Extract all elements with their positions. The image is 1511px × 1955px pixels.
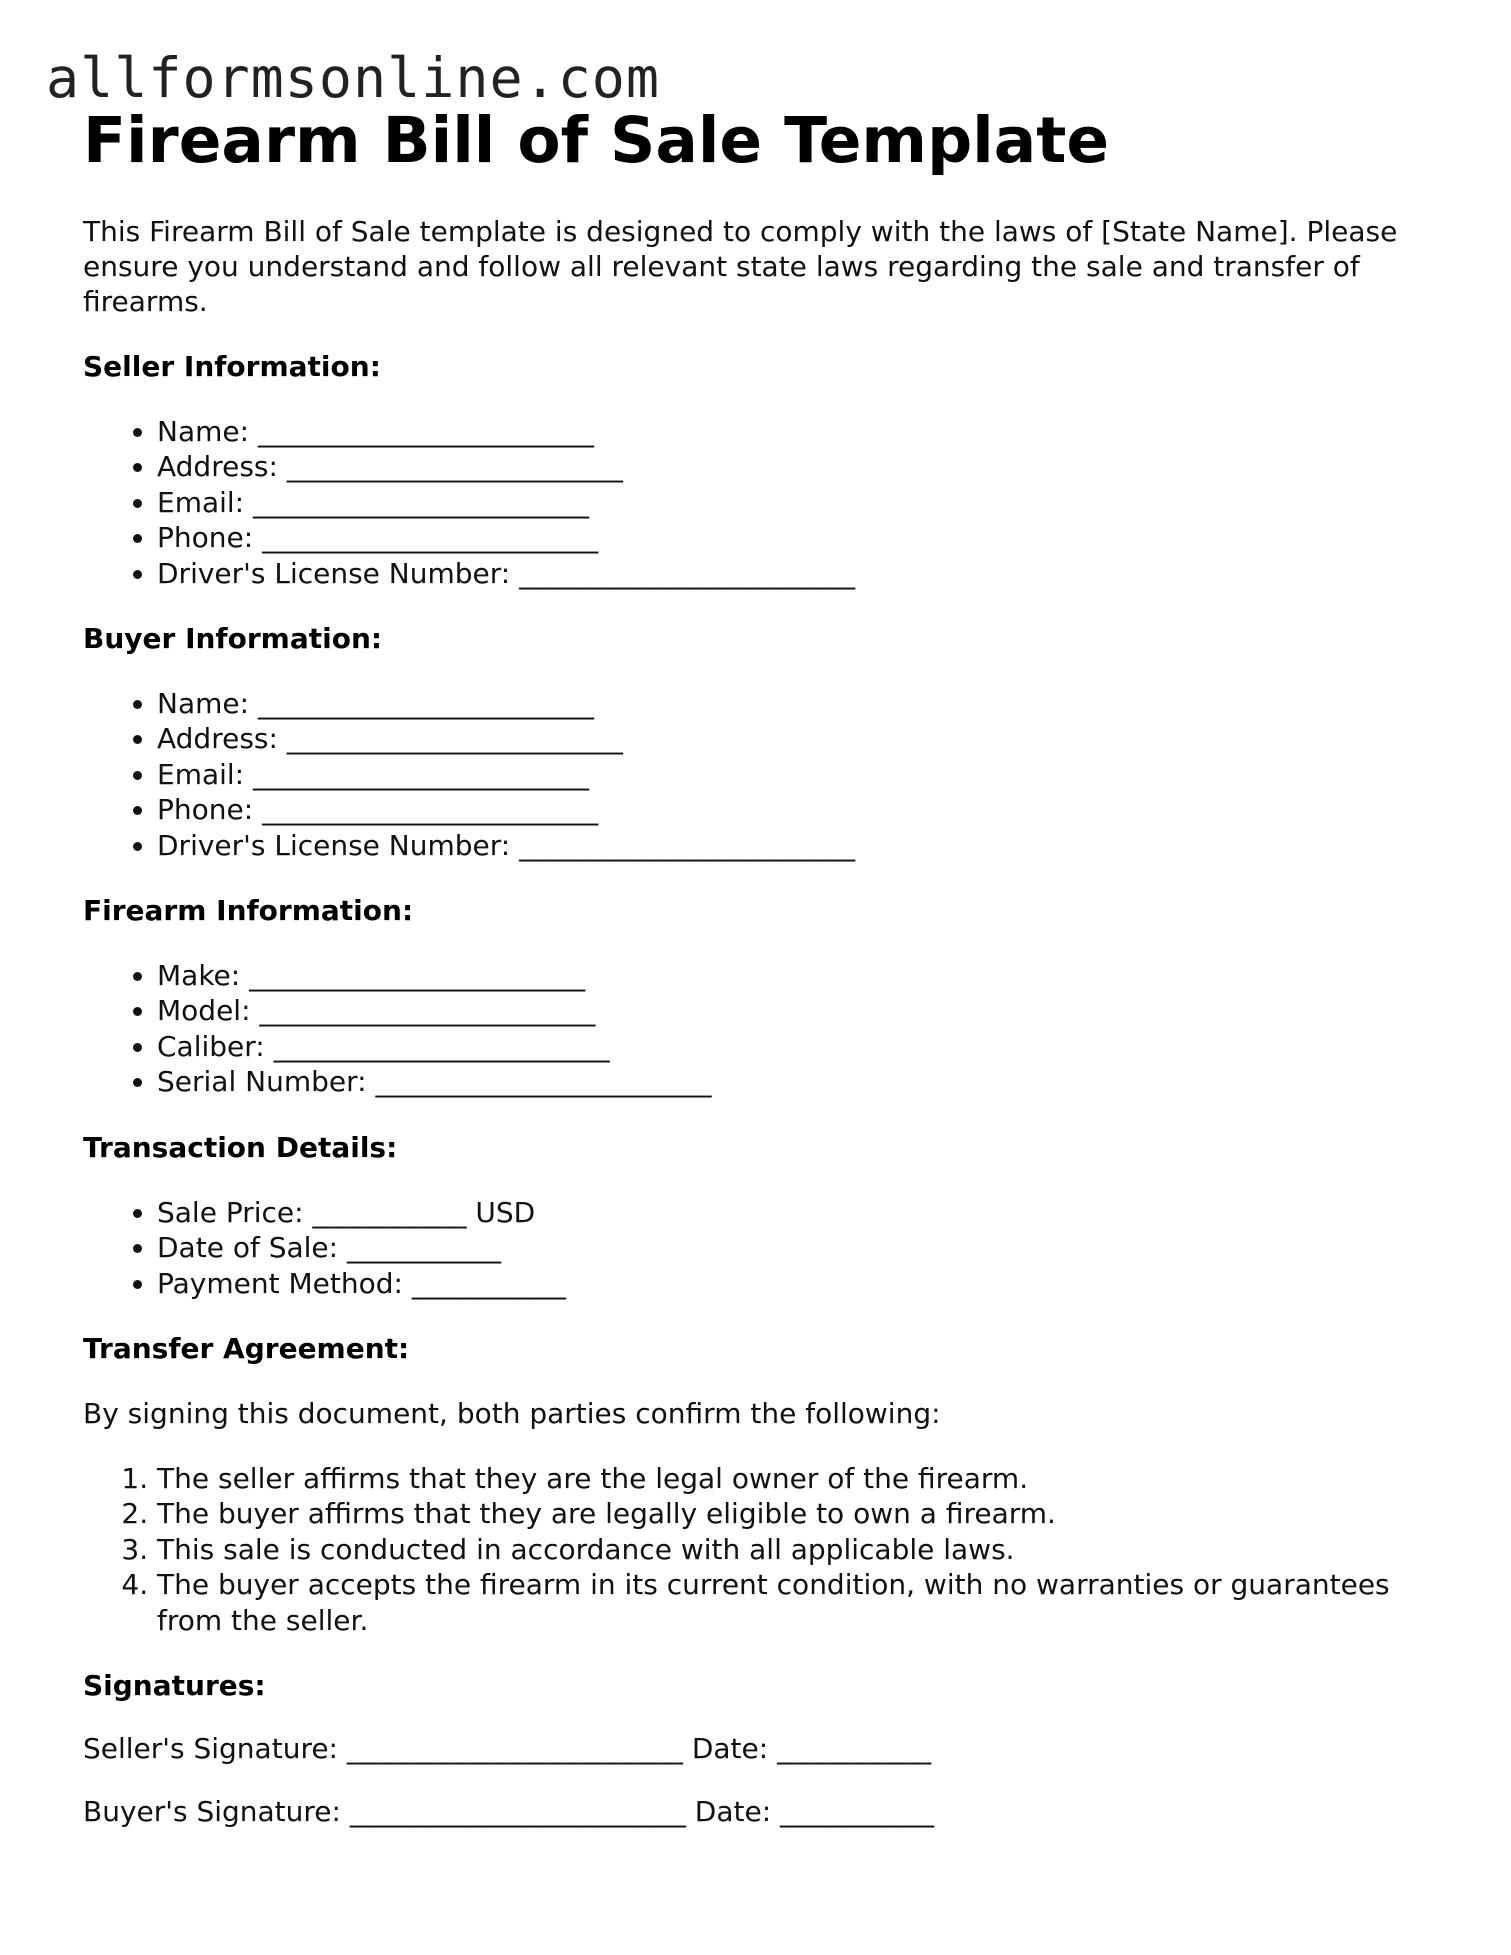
fill-blank[interactable]: ___________ [347, 1231, 501, 1265]
agreement-item: 3. This sale is conducted in accordance with all applicable laws. [157, 1532, 1423, 1567]
buyer-name-field[interactable]: • Name: ________________________ [157, 686, 1423, 721]
agreement-item: 4. The buyer accepts the firearm in its current condition, with no warranties or guarantees from the seller. [157, 1567, 1423, 1638]
seller-address-field[interactable]: • Address: ________________________ [157, 449, 1423, 484]
fill-blank[interactable]: ________________________ [262, 793, 599, 827]
firearm-fields-list [83, 958, 1423, 1100]
buyer-fields-list [83, 686, 1423, 863]
document-body [83, 102, 1423, 1829]
intro-paragraph: This Firearm Bill of Sale template is designed to comply with the laws of [State Name]. Please ensure you understand and follow all relevant state laws regarding the sale and transfer of firearms. [83, 215, 1398, 318]
fill-blank[interactable]: ___________ [312, 1195, 467, 1229]
fill-blank[interactable]: ________________________ [253, 485, 590, 519]
agreement-item: 1. The seller affirms that they are the legal owner of the firearm. [157, 1461, 1423, 1496]
transaction-section-heading: Transaction Details: [83, 1130, 398, 1164]
seller-email-field[interactable]: • Email: ________________________ [157, 485, 1423, 520]
seller-name-field[interactable]: • Name: ________________________ [157, 414, 1423, 449]
fill-blank[interactable]: ___________ [411, 1266, 566, 1300]
fill-blank[interactable]: ________________________ [249, 959, 586, 993]
transaction-fields-list [83, 1195, 1423, 1301]
fill-blank[interactable]: ________________________ [375, 1065, 712, 1099]
agreement-list [83, 1461, 1423, 1638]
currency-label: USD [475, 1195, 536, 1229]
fill-blank[interactable]: ________________________ [253, 757, 590, 791]
signatures-section-heading: Signatures: [83, 1668, 266, 1702]
buyer-license-field[interactable]: • Driver's License Number: ________________________ [157, 828, 1423, 863]
seller-fields-list [83, 414, 1423, 591]
buyer-signature-line[interactable]: Buyer's Signature: ________________________ Date: ___________ [83, 1794, 935, 1828]
fill-blank[interactable]: ________________________ [286, 450, 623, 484]
watermark: allformsonline.com [46, 46, 661, 110]
fill-blank[interactable]: ________________________ [262, 521, 599, 555]
seller-signature-line[interactable]: Seller's Signature: ________________________ Date: ___________ [83, 1731, 932, 1765]
date-blank[interactable]: ___________ [780, 1794, 935, 1828]
signature-blank[interactable]: ________________________ [349, 1794, 686, 1828]
date-of-sale-field[interactable]: • Date of Sale: ___________ [157, 1230, 1423, 1265]
page-title: Firearm Bill of Sale Template [83, 104, 1110, 177]
firearm-make-field[interactable]: • Make: ________________________ [157, 958, 1423, 993]
sale-price-field[interactable]: • Sale Price: ___________ USD [157, 1195, 1423, 1230]
buyer-email-field[interactable]: • Email: ________________________ [157, 757, 1423, 792]
seller-phone-field[interactable]: • Phone: ________________________ [157, 520, 1423, 555]
firearm-serial-field[interactable]: • Serial Number: ________________________ [157, 1064, 1423, 1099]
fill-blank[interactable]: ________________________ [519, 556, 856, 590]
seller-section-heading: Seller Information: [83, 350, 381, 383]
fill-blank[interactable]: ________________________ [257, 415, 594, 448]
firearm-caliber-field[interactable]: • Caliber: ________________________ [157, 1029, 1423, 1064]
buyer-phone-field[interactable]: • Phone: ________________________ [157, 792, 1423, 827]
fill-blank[interactable]: ________________________ [519, 828, 856, 862]
buyer-section-heading: Buyer Information: [83, 622, 383, 656]
firearm-model-field[interactable]: • Model: ________________________ [157, 993, 1423, 1028]
agreement-item: 2. The buyer affirms that they are legally eligible to own a firearm. [157, 1496, 1423, 1531]
seller-license-field[interactable]: • Driver's License Number: ________________________ [157, 556, 1423, 591]
agreement-section-heading: Transfer Agreement: [83, 1331, 410, 1365]
buyer-address-field[interactable]: • Address: ________________________ [157, 721, 1423, 756]
agreement-intro: By signing this document, both parties confirm the following: [83, 1396, 941, 1430]
fill-blank[interactable]: ________________________ [273, 1029, 610, 1063]
payment-method-field[interactable]: • Payment Method: ___________ [157, 1266, 1423, 1301]
signature-blank[interactable]: ________________________ [346, 1731, 683, 1765]
fill-blank[interactable]: ________________________ [257, 687, 594, 721]
fill-blank[interactable]: ________________________ [259, 994, 596, 1028]
date-blank[interactable]: ___________ [777, 1731, 932, 1765]
fill-blank[interactable]: ________________________ [286, 722, 623, 756]
firearm-section-heading: Firearm Information: [83, 894, 414, 928]
